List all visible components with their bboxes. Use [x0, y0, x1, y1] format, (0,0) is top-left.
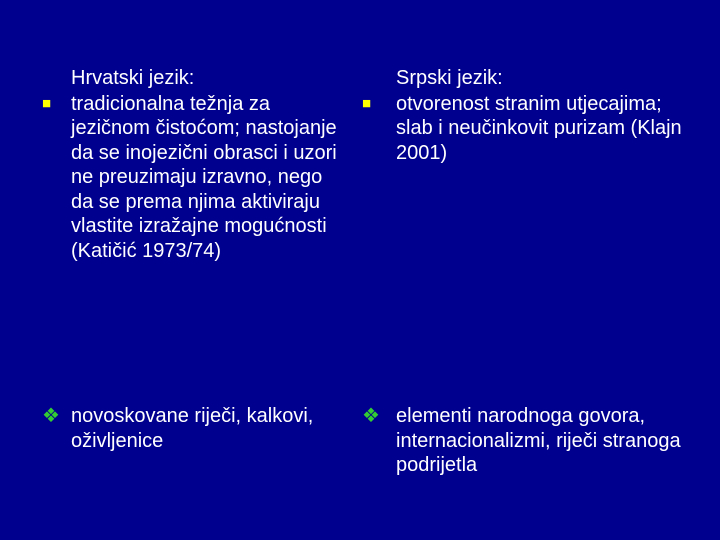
left-column [42, 66, 342, 263]
left-bottom-list-item [42, 404, 342, 453]
right-item-text: otvorenost stranim utjecajima; slab i neučinkovit purizam (Klajn 2001) [396, 92, 682, 164]
left-bottom-item-text: novoskovane riječi, kalkovi, oživljenice [71, 405, 314, 452]
right-bottom-item-text: elementi narodnoga govora, internacionalizmi, riječi stranoga podrijetla [396, 405, 681, 476]
square-bullet-icon: ■ [42, 94, 52, 112]
diamond-bullet-icon: ❖ [362, 405, 380, 427]
left-heading: Hrvatski jezik: [71, 67, 195, 89]
left-list-item [42, 92, 342, 264]
diamond-bullet-icon: ❖ [42, 405, 60, 427]
right-heading: Srpski jezik: [396, 67, 503, 89]
left-item-text: tradicionalna težnja za jezičnom čistoćom; nastojanje da se inojezični obrasci i uzori ne preuzimaju izravno, nego da se prema njima aktiviraju vlastite izražajne mogućnosti (Katičić 1973/74) [71, 92, 337, 262]
square-bullet-icon: ■ [362, 94, 372, 112]
right-bottom-list-item [362, 404, 692, 478]
right-column [362, 66, 692, 165]
left-bottom-column [42, 404, 342, 453]
right-list-item [362, 92, 692, 166]
right-bottom-column [362, 404, 692, 478]
